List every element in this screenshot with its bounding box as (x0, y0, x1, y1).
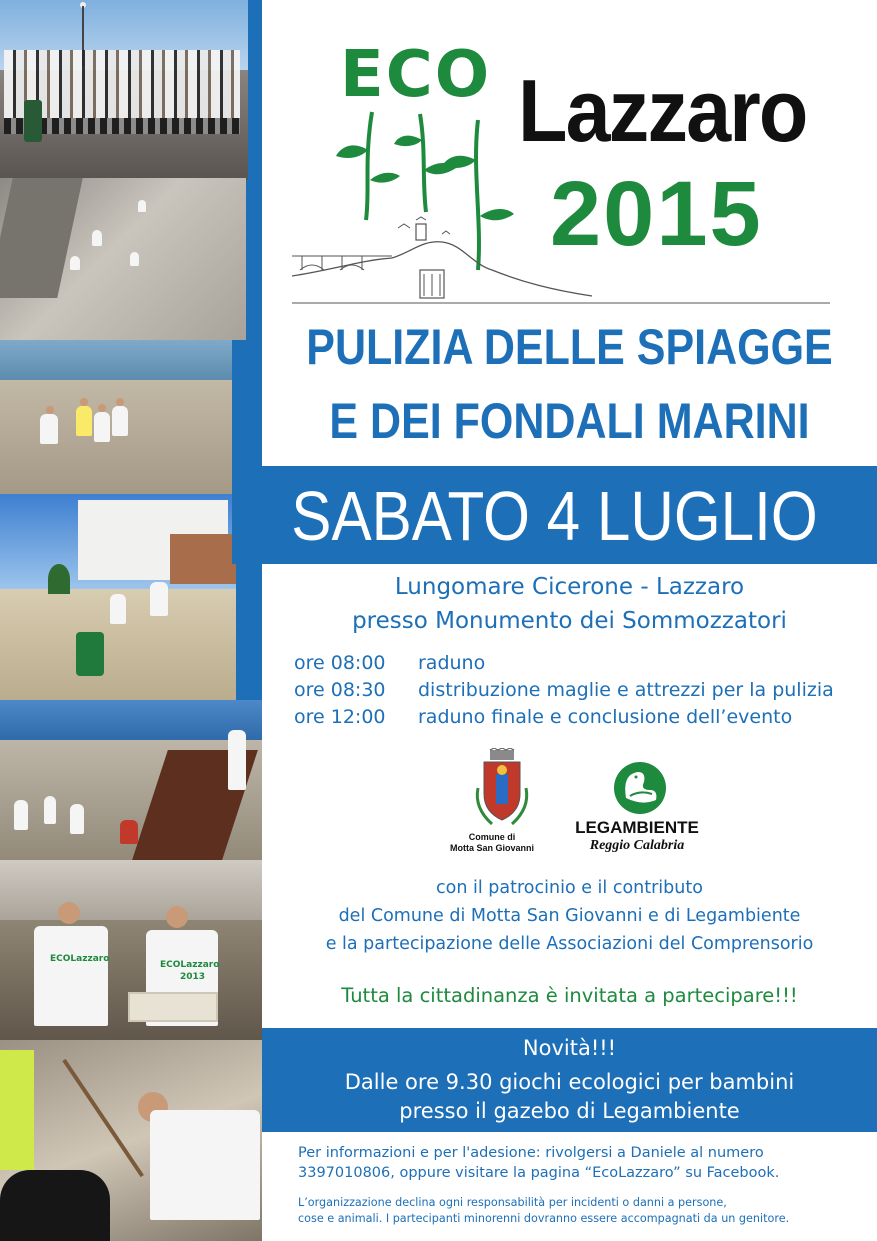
location-line-1: Lungomare Cicerone - Lazzaro (394, 574, 745, 600)
comune-caption (442, 832, 542, 854)
schedule-list (294, 650, 877, 731)
logo-year-text: 2015 (550, 163, 763, 265)
photo-kids-beach (0, 340, 232, 518)
schedule-item (294, 650, 877, 677)
sponsor-logos (432, 748, 712, 860)
news-title: Novità!!! (522, 1036, 617, 1060)
tee-logo-text: ECOLazzaro (160, 960, 220, 970)
comune-crest-icon (472, 748, 532, 832)
schedule-time: ore 08:30 (294, 679, 386, 701)
photo-volunteers-with-crate (0, 860, 268, 1048)
date-banner (232, 466, 877, 564)
headline-line-2: E DEI FONDALI MARINI (329, 393, 810, 449)
schedule-activity: raduno finale e conclusione dell’evento (418, 706, 793, 728)
schedule-activity: distribuzione maglie e attrezzi per la pulizia (418, 679, 834, 701)
legambiente-city: Reggio Calabria (589, 838, 685, 853)
photo-pebble-beach (0, 178, 246, 340)
schedule-item (294, 677, 877, 704)
event-date: SABATO 4 LUGLIO (291, 477, 818, 555)
legambiente-swan-icon (612, 760, 668, 816)
logo-eco-text: ECO (340, 38, 492, 112)
schedule-item (294, 704, 877, 731)
headline-line-1: PULIZIA DELLE SPIAGGE (306, 319, 833, 375)
ecolazzaro-logo (292, 20, 842, 310)
photo-collage (0, 0, 290, 1241)
patronage-line-2: del Comune di Motta San Giovanni e di Legambiente (338, 906, 801, 926)
news-line-2: presso il gazebo di Legambiente (399, 1099, 740, 1123)
comune-caption-line-1: Comune di (468, 832, 516, 842)
photo-beach-buildings (0, 494, 236, 726)
news-line-1: Dalle ore 9.30 giochi ecologici per bambini (344, 1070, 795, 1094)
schedule-time: ore 08:00 (294, 652, 386, 674)
contact-info-line-1: Per informazioni e per l'adesione: rivolgersi a Daniele al numero (298, 1145, 764, 1161)
schedule-time: ore 12:00 (294, 706, 386, 728)
comune-caption-line-2: Motta San Giovanni (449, 843, 534, 853)
photo-rocky-shore (0, 700, 262, 870)
logo-lazzaro-text: Lazzaro (518, 61, 807, 160)
tee-logo-text: ECOLazzaro (50, 954, 110, 964)
invitation-text: Tutta la cittadinanza è invitata a partecipare!!! (341, 984, 798, 1007)
tee-year-text: 2013 (180, 972, 206, 982)
patronage-line-3: e la partecipazione delle Associazioni del Comprensorio (325, 934, 814, 954)
photo-group-volunteers (0, 0, 248, 180)
poster-content (262, 0, 877, 1241)
photo-raking-beach (0, 1040, 268, 1241)
legambiente-name: LEGAMBIENTE (575, 818, 699, 837)
contact-info-line-2: 3397010806, oppure visitare la pagina “EcoLazzaro” su Facebook. (298, 1165, 780, 1181)
schedule-activity: raduno (418, 652, 486, 674)
patronage-line-1: con il patrocinio e il contributo (436, 878, 703, 898)
location-line-2: presso Monumento dei Sommozzatori (352, 608, 787, 634)
disclaimer-line-2: cose e animali. I partecipanti minorenni dovranno essere accompagnati da un genitore. (298, 1212, 790, 1225)
disclaimer-line-1: L’organizzazione declina ogni responsabilità per incidenti o danni a persone, (298, 1196, 727, 1209)
